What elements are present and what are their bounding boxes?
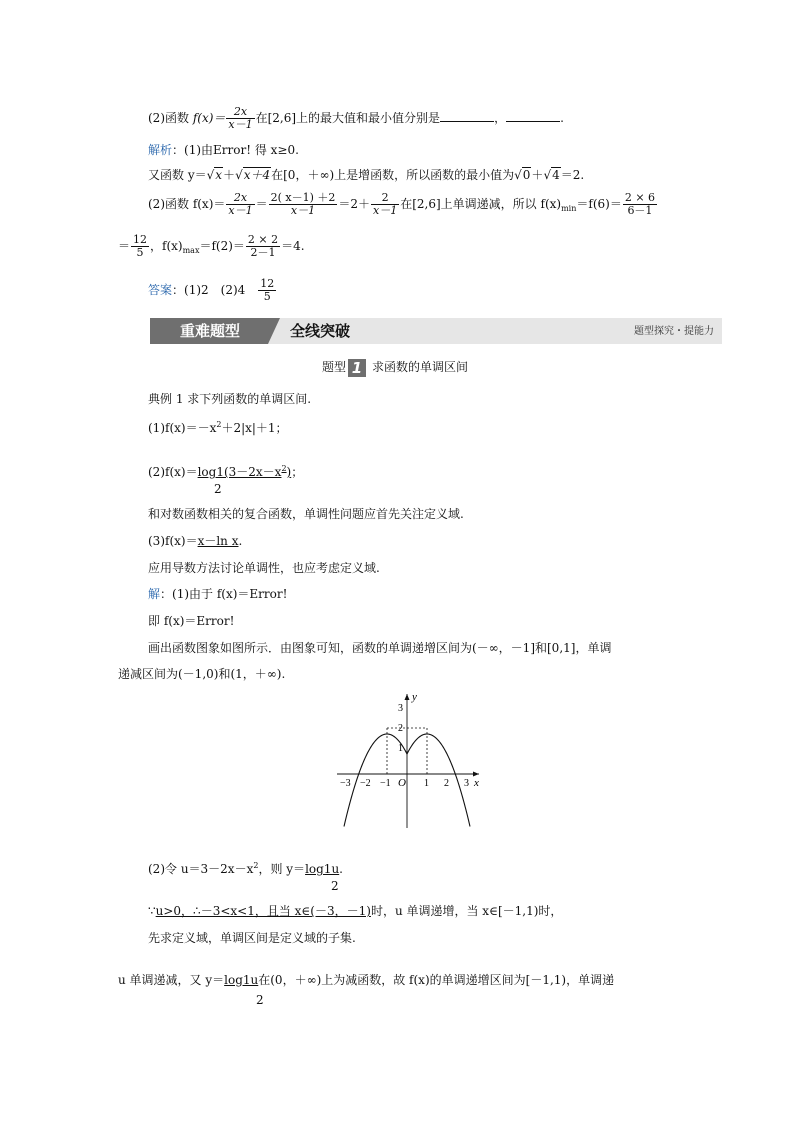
example-line-9 xyxy=(148,640,611,656)
ex-l2-a: (1)f(x)＝－x xyxy=(148,421,217,435)
part2-line-3 xyxy=(148,930,356,946)
example-line-7 xyxy=(148,586,287,602)
frac-num: 2( x－1) ＋2 xyxy=(270,191,336,204)
sol-l3-frac2 xyxy=(269,192,338,217)
q2-fx: f(x)＝ xyxy=(192,111,226,125)
banner-left-title: 重难题型 xyxy=(180,322,241,340)
part2-line-1 xyxy=(148,858,343,877)
ex-l5-a: (3)f(x)＝ xyxy=(148,534,198,548)
example-line-2 xyxy=(148,417,288,436)
sol-l4-a: ＝ xyxy=(118,239,131,253)
example-line-8 xyxy=(148,613,234,629)
part2-line-2 xyxy=(148,903,562,919)
x-tick--2: −2 xyxy=(360,778,371,789)
answer-label: 答案 xyxy=(148,283,173,297)
y-tick-1: 1 xyxy=(398,743,403,754)
x-tick--3: −3 xyxy=(340,778,351,789)
p2-l4-log: log1u xyxy=(224,973,259,987)
log-base-2b xyxy=(331,878,339,894)
sol-l2-plus: ＋ xyxy=(223,168,236,182)
frac-den: 5 xyxy=(136,246,144,259)
ex-l5-u: x－ln x xyxy=(197,534,239,548)
note-subset: 先求定义域，单调区间是定义域的子集. xyxy=(148,931,356,945)
log-base: 2 xyxy=(256,993,264,1007)
ex-l5-b: . xyxy=(238,534,243,548)
p2-l2-b: 时，u 单调递增，当 x∈[－1,1)时， xyxy=(370,904,563,918)
answer-frac xyxy=(258,278,276,303)
sol-l2-b: 在[0，＋∞)上是增函数，所以函数的最小值为 xyxy=(271,168,515,182)
sol-l2-plus2: ＋ xyxy=(531,168,544,182)
jie-label: 解 xyxy=(148,587,161,601)
example-line-3 xyxy=(148,461,303,480)
x-tick-3: 3 xyxy=(464,778,469,789)
solution-line-1-text: ：(1)由Error! 得 x≥0. xyxy=(172,143,299,157)
ex-l3-close: ) xyxy=(286,465,292,479)
y-tick-2: 2 xyxy=(398,723,403,734)
frac-num: 2x xyxy=(226,192,254,205)
x-axis-label: x xyxy=(474,777,479,789)
ex-l9: 画出函数图象如图所示．由图象可知，函数的单调递增区间为(－∞，－1]和[0,1]，单调 xyxy=(148,641,612,655)
sqrt-x-plus-4: x＋4 xyxy=(243,168,271,182)
answer-text: ：(1)2 (2)4 xyxy=(172,283,258,297)
p2-l4-a: u 单调递减，又 y＝ xyxy=(118,973,225,987)
banner-mid-title: 全线突破 xyxy=(290,322,351,340)
type-heading-title: 求函数的单调区间 xyxy=(372,360,469,374)
p2-l4-b: 在(0，＋∞)上为减函数，故 f(x)的单调递增区间为[－1,1)，单调递 xyxy=(258,973,615,987)
sqrt-0: 0 xyxy=(522,168,531,182)
log-base: 2 xyxy=(331,879,339,893)
frac-num: 12 xyxy=(260,277,275,290)
ex-l3-sup: 2 xyxy=(281,464,287,473)
log-base-2 xyxy=(214,481,222,497)
part2-line-4 xyxy=(118,972,614,988)
ex-l8: 即 f(x)＝Error! xyxy=(148,614,235,628)
sol-l2-a: 又函数 y＝ xyxy=(148,168,207,182)
ex-l10: 递减区间为(－1,0)和(1，＋∞). xyxy=(118,667,286,681)
sol-l4-frac1 xyxy=(131,234,149,259)
p2-l1-sup: 2 xyxy=(253,861,259,870)
example-line-10 xyxy=(118,666,285,682)
q2-suffix: 在[2,6]上的最大值和最小值分别是 xyxy=(255,111,441,125)
y-axis-label: y xyxy=(412,691,417,703)
section-banner xyxy=(150,318,722,344)
p2-l2-u: u>0，∴－3<x<1，且当 x∈(－3，－1) xyxy=(155,904,371,918)
frac-num: 12 xyxy=(133,233,148,246)
solution-line-4 xyxy=(118,234,305,259)
frac-den: 2－1 xyxy=(250,246,276,259)
sqrt-4: 4 xyxy=(552,168,560,182)
solution-line-3 xyxy=(148,192,658,217)
example-line-1 xyxy=(148,391,311,407)
answer-line xyxy=(148,278,277,303)
sol-l4-b: ，f(x) xyxy=(150,239,183,253)
ex-l2-sup: 2 xyxy=(216,420,222,429)
type-heading xyxy=(322,357,468,377)
note-domain: 和对数函数相关的复合函数，单调性问题应首先关注定义域. xyxy=(148,507,464,521)
p2-l1-a: (2)令 u＝3－2x－x xyxy=(148,862,254,876)
sol-l3-frac4 xyxy=(623,192,657,217)
q2-frac-num: 2x xyxy=(226,106,254,119)
sol-l3-d: 在[2,6]上单调递减，所以 f(x) xyxy=(400,197,562,211)
q2-sep: ， xyxy=(494,111,507,125)
ex-l7-rest: ：(1)由于 f(x)＝Error! xyxy=(160,587,288,601)
example-line-5 xyxy=(148,533,242,549)
function-graph xyxy=(333,690,485,830)
sol-l4-d: ＝4. xyxy=(281,239,305,253)
log-base: 2 xyxy=(214,482,222,496)
frac-num: 2 xyxy=(371,192,399,205)
example-line-4 xyxy=(148,506,464,522)
x-axis-arrow xyxy=(473,772,479,777)
q2-fraction xyxy=(226,106,254,131)
ex-l2-b: ＋2|x|＋1； xyxy=(221,421,288,435)
sol-l3-e: ＝f(6)＝ xyxy=(576,197,622,211)
y-tick-3: 3 xyxy=(398,703,403,714)
answer-blank-max[interactable] xyxy=(440,111,494,122)
frac-num: 2 × 6 xyxy=(624,191,656,204)
answer-blank-min[interactable] xyxy=(506,111,560,122)
frac-den: 6－1 xyxy=(627,204,653,217)
sqrt-x: x xyxy=(215,168,223,182)
frac-den: x－1 xyxy=(290,204,316,217)
sol-l2-c: ＝2. xyxy=(560,168,585,182)
type-heading-pre: 题型 xyxy=(322,360,347,374)
sol-l3-a: (2)函数 f(x)＝ xyxy=(148,197,226,211)
max-subscript: max xyxy=(182,246,200,255)
question-2-line xyxy=(148,106,564,131)
note-derivative: 应用导数方法讨论单调性，也应考虑定义域. xyxy=(148,561,380,575)
q2-prefix: (2)函数 xyxy=(148,111,193,125)
sol-l3-frac1 xyxy=(226,192,254,217)
sol-l4-c: ＝f(2)＝ xyxy=(199,239,245,253)
y-axis-arrow xyxy=(405,694,410,700)
sol-l3-frac3 xyxy=(371,192,399,217)
p2-l2-a: ∵ xyxy=(148,904,156,918)
solution-line-1 xyxy=(148,142,299,158)
x-tick-1: 1 xyxy=(424,778,429,789)
sol-l3-b: ＝ xyxy=(255,197,268,211)
example-title: 典例 1 求下列函数的单调区间. xyxy=(148,392,312,406)
x-tick-2: 2 xyxy=(444,778,449,789)
q2-end: . xyxy=(560,111,564,125)
p2-l1-log: log1u xyxy=(305,862,340,876)
p2-l1-b: ，则 y＝ xyxy=(258,862,306,876)
frac-den: x－1 xyxy=(228,204,253,217)
ex-l3-log: log1(3－2x－x xyxy=(197,465,282,479)
type-number-badge: 1 xyxy=(348,359,366,377)
solution-label: 解析 xyxy=(148,143,173,157)
p2-l1-c: . xyxy=(339,862,343,876)
sol-l4-frac2 xyxy=(246,234,280,259)
sol-l3-c: ＝2＋ xyxy=(338,197,371,211)
ex-l3-a: (2)f(x)＝ xyxy=(148,465,198,479)
banner-right-subtitle: 题型探究・提能力 xyxy=(634,326,714,337)
q2-frac-den: x－1 xyxy=(228,118,253,131)
min-subscript: min xyxy=(561,204,577,213)
frac-den: x－1 xyxy=(373,204,398,217)
frac-num: 2 × 2 xyxy=(247,233,279,246)
x-tick--1: −1 xyxy=(380,778,391,789)
log-base-2c xyxy=(256,992,264,1008)
solution-line-2: 又函数 y＝√x＋√x＋4在[0，＋∞)上是增函数，所以函数的最小值为√0＋√4＝2. xyxy=(148,168,585,182)
ex-l3-b: ； xyxy=(291,465,304,479)
origin-label: O xyxy=(398,777,406,789)
frac-den: 5 xyxy=(263,290,271,303)
example-line-6 xyxy=(148,560,380,576)
